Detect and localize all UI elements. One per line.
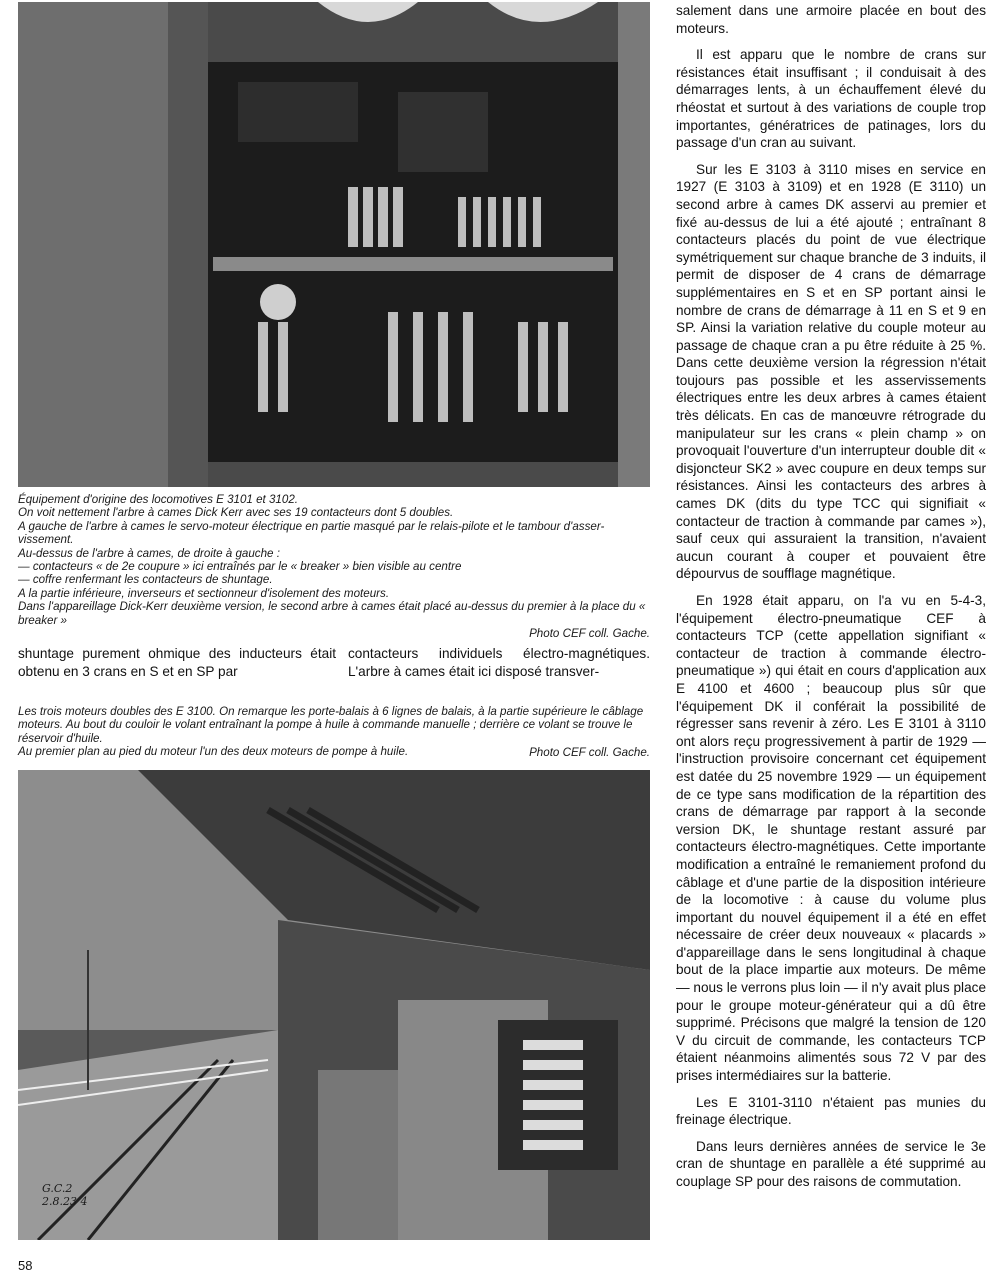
top-photo-caption	[18, 493, 650, 640]
photo-electrical-cabinet	[18, 2, 650, 487]
paragraph: Dans leurs dernières années de service le 3e cran de shuntage en parallèle a été supprimé au couplage SP pour des raisons de commutation.	[676, 1138, 986, 1189]
mid-text-left	[18, 645, 336, 689]
paragraph: Les E 3101-3110 n'étaient pas munies du freinage électrique.	[676, 1094, 986, 1128]
mid-text-right	[348, 645, 650, 689]
photo-credit: Photo CEF coll. Gache.	[529, 627, 650, 641]
photo-credit: Photo CEF coll. Gache.	[529, 745, 650, 759]
photo-handwritten-mark: G.C.2 2.8.23 4	[42, 1182, 88, 1208]
caption-line: Dans l'appareillage Dick-Kerr deuxième version, le second arbre à cames était placé au-dessus du premier à la place du « breaker »	[18, 600, 646, 627]
bottom-photo-caption	[18, 705, 650, 759]
right-column	[676, 2, 986, 1200]
paragraph: shuntage purement ohmique des inducteurs était obtenu en 3 crans en S et en SP par	[18, 646, 336, 679]
caption-line: A gauche de l'arbre à cames le servo-moteur électrique en partie masqué par le relais-pilote et le tambour d'asser-vissement.	[18, 519, 605, 547]
paragraph: contacteurs individuels électro-magnétiques. L'arbre à cames était ici disposé transver-	[348, 646, 650, 679]
caption-line: — contacteurs « de 2e coupure » ici entraînés par le « breaker » bien visible au centre	[18, 560, 462, 574]
paragraph: Sur les E 3103 à 3110 mises en service en 1927 (E 3103 à 3109) et en 1928 (E 3110) un second arbre à cames DK asservi au premier et fixé au-dessus de lui a été ajouté ; entraînant 8 contacteurs placés du point de vue électrique symétriquement sur chaque branche de 3 induits, il permit de disposer de 4 crans de démarrage supplémentaires en S et en SP portant ainsi le nombre de crans de démarrage à 11 en S et 9 en SP. Ainsi la variation relative du couple moteur au passage de chaque cran a pu être réduite à 25 %. Dans cette deuxième version la régression n'était toujours pas possible et les asservissements électriques entre les deux arbres à cames étaient très délicats. En cas de manœuvre rétrograde du manipulateur sur les crans « plein champ » on provoquait l'ouverture d'un interrupteur double dit « disjoncteur SK2 » avec coupure en deux temps sur résistances. Ainsi les contacteurs des arbres à cames DK (dits du type TCC qui signifiait « contacteur de traction à commande par cames »), sauf ceux qui assuraient la transition, n'avaient aucun courant à couper et pouvaient être dépourvus de soufflage magnétique.	[676, 161, 986, 582]
paragraph: Il est apparu que le nombre de crans sur résistances était insuffisant ; il conduisait à des démarrages lents, à un échauffement élevé du rhéostat et surtout à des variations de couple trop importantes, génératrices de patinages, lors du passage d'un cran au suivant.	[676, 47, 986, 151]
caption-line: Les trois moteurs doubles des E 3100. On remarque les porte-balais à 6 lignes de balais, à la partie supérieure le câblage moteurs. Au bout du couloir le volant entraînant la pompe à huile à commande manuelle ; derrière ce volant se trouve le réservoir d'huile.	[18, 705, 644, 745]
paragraph: salement dans une armoire placée en bout des moteurs.	[676, 3, 986, 36]
page-number: 58	[18, 1258, 33, 1273]
paragraph: En 1928 était apparu, on l'a vu en 5-4-3, l'équipement électro-pneumatique CEF à contacteurs TCP (cette appellation signifiant « contacteur de traction à commande électro-pneumatique ») qui était en cours d'application aux E 4100 et 4600 ; beaucoup plus sûr que l'équipement DK il conférait la possibilité de régresser sans revenir à zéro. Les E 3101 à 3110 ont alors reçu progressivement à partir de 1929 — l'instruction provisoire concernant cet équipement est datée du 25 novembre 1929 — un équipement de ce type sans modification de la répartition des crans de démarrage par rapport à la seconde version DK, le shuntage restant assuré par contacteurs électro-magnétiques. Cette importante modification a entraîné le remaniement profond du câblage et d'une partie de la disposition intérieure de la locomotive : à cause du volume plus important du nouvel équipement il a été en effet nécessaire de créer deux nouveaux « placards » d'appareillage dans le sens longitudinal à chaque bout de la place impartie aux moteurs. De même — nous le verrons plus loin — il n'y avait plus place pour le groupe moteur-générateur qui a dû être supprimé. Précisons que malgré la tension de 120 V du circuit de commande, les contacteurs TCP étaient néanmoins alimentés sous 72 V par des prises intermédiaires sur la batterie.	[676, 593, 986, 1084]
caption-line: Au premier plan au pied du moteur l'un des deux moteurs de pompe à huile.	[18, 745, 409, 759]
cabinet-illustration	[18, 2, 650, 487]
caption-line: Équipement d'origine des locomotives E 3101 et 3102.	[18, 493, 298, 506]
motors-illustration	[18, 770, 650, 1240]
caption-line: Au-dessus de l'arbre à cames, de droite à gauche :	[18, 546, 280, 560]
caption-line: On voit nettement l'arbre à cames Dick Kerr avec ses 19 contacteurs dont 5 doubles.	[18, 506, 454, 520]
caption-line: A la partie inférieure, inverseurs et sectionneur d'isolement des moteurs.	[18, 586, 390, 600]
photo-traction-motors	[18, 770, 650, 1240]
caption-line: — coffre renfermant les contacteurs de shuntage.	[18, 573, 273, 587]
